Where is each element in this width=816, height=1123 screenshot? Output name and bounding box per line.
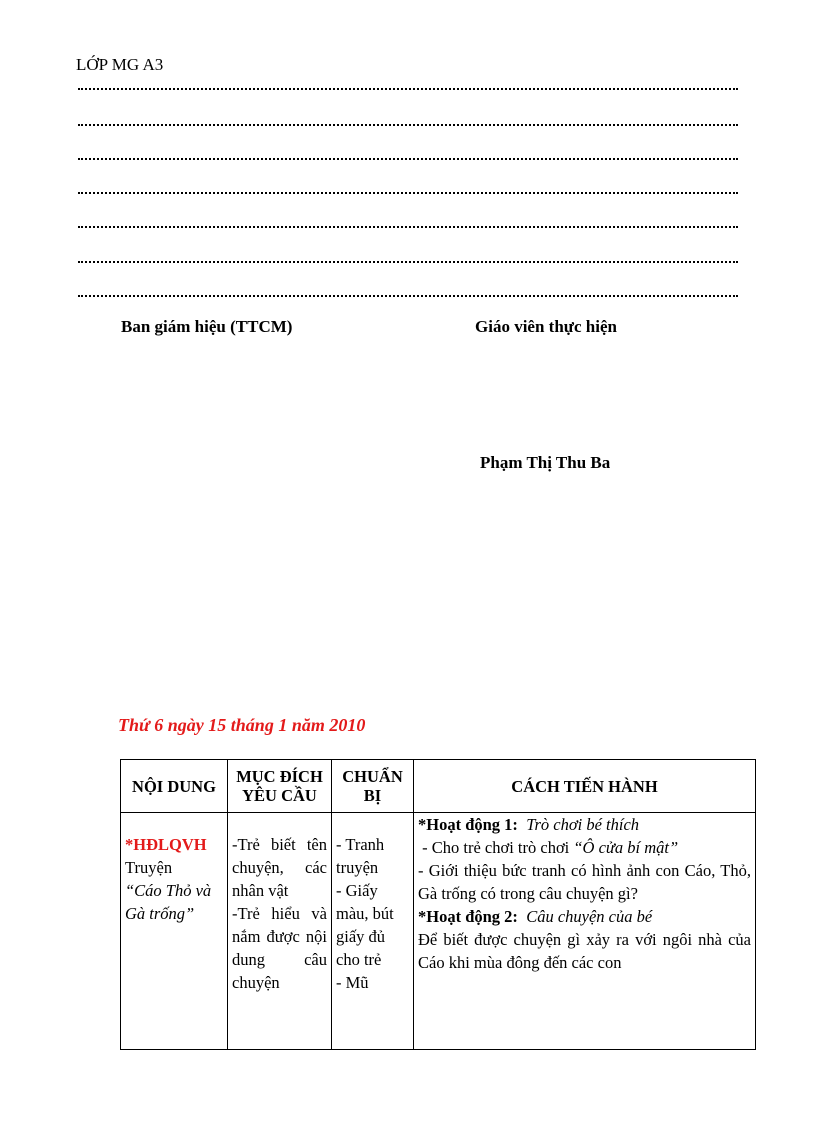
goal-item: -Trẻ hiểu và nắm được nội dung câu chuyện: [232, 904, 327, 992]
goals-cell: [228, 813, 332, 1050]
line1-game: “Ô cửa bí mật”: [573, 838, 679, 857]
dotted-line: [78, 226, 738, 228]
dotted-line: [78, 158, 738, 160]
story-title: “Cáo Thỏ và Gà trống”: [125, 881, 212, 923]
header-goals: MỤC ĐÍCH YÊU CẦU: [228, 760, 332, 813]
goal-item: -Trẻ biết tên chuyện, các nhân vật: [232, 835, 327, 900]
procedure-line: Để biết được chuyện gì xảy ra với ngôi nhà của Cáo khi mùa đông đến các con: [418, 930, 751, 972]
header-content: NỘI DUNG: [121, 760, 228, 813]
preparation-item: - Mũ: [336, 973, 369, 992]
procedure-cell: [414, 813, 756, 1050]
dotted-line: [78, 192, 738, 194]
table-header-row: [121, 760, 756, 813]
header-preparation: CHUẨN BỊ: [332, 760, 414, 813]
line1-prefix: - Cho trẻ chơi trò chơi: [422, 838, 570, 857]
teacher-name: Phạm Thị Thu Ba: [480, 453, 611, 472]
story-prefix: Truyện: [125, 858, 173, 877]
content-cell: [121, 813, 228, 1050]
step2-title: Câu chuyện của bé: [526, 907, 653, 926]
dotted-line: [78, 88, 738, 90]
step1-title: Trò chơi bé thích: [526, 815, 640, 834]
preparation-cell: [332, 813, 414, 1050]
header-procedure: CÁCH TIẾN HÀNH: [414, 760, 756, 813]
class-label: LỚP MG A3: [76, 55, 164, 74]
activity-code: *HĐLQVH: [125, 835, 207, 854]
step2-label: *Hoạt động 2:: [418, 907, 518, 926]
teacher-signature-title: Giáo viên thực hiện: [475, 317, 617, 336]
procedure-line: [418, 836, 751, 859]
dotted-line: [78, 261, 738, 263]
step2-heading: [418, 905, 751, 928]
step1-heading: [418, 813, 751, 836]
table-row: [121, 813, 756, 1050]
dotted-line: [78, 124, 738, 126]
lesson-plan-table: [120, 759, 756, 1050]
day-heading: Thứ 6 ngày 15 tháng 1 năm 2010: [118, 715, 366, 735]
procedure-line: - Giới thiệu bức tranh có hình ảnh con Cáo, Thỏ, Gà trống có trong câu chuyện gì?: [418, 861, 751, 903]
principal-signature-title: Ban giám hiệu (TTCM): [121, 317, 293, 336]
preparation-item: - Tranh truyện: [336, 835, 385, 877]
preparation-item: - Giấy màu, bút giấy đủ cho trẻ: [336, 881, 394, 969]
step1-label: *Hoạt động 1:: [418, 815, 518, 834]
dotted-line: [78, 295, 738, 297]
